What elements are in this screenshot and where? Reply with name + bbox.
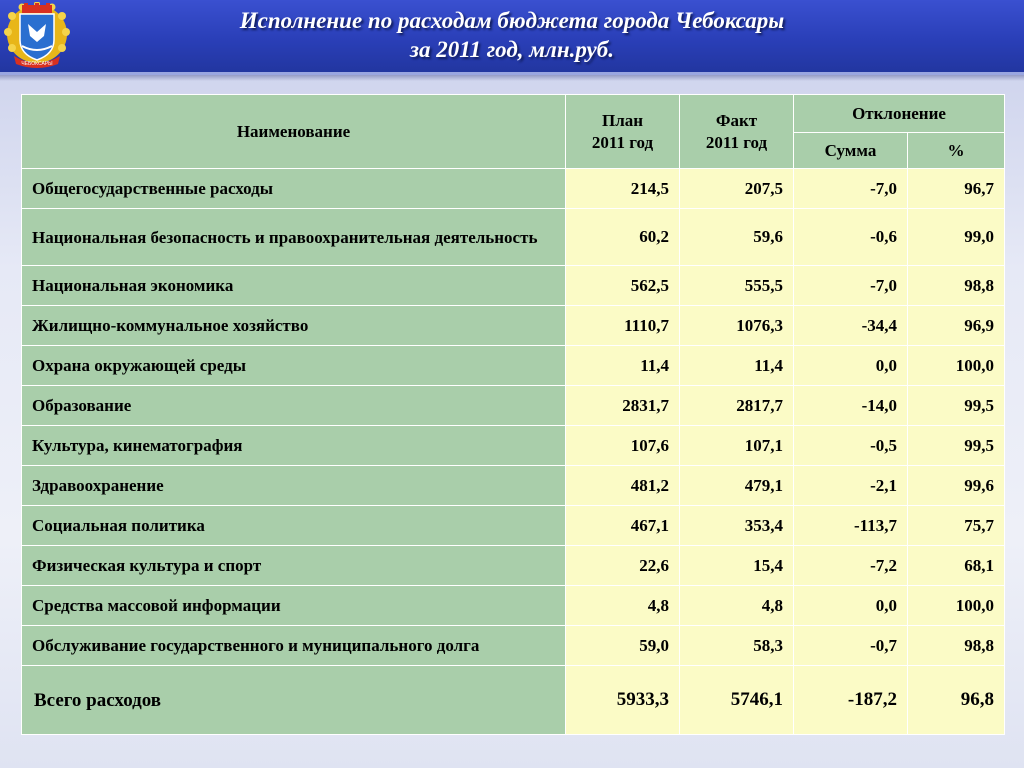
table-row [22, 169, 1005, 209]
header-shadow [0, 75, 1024, 81]
row-plan: 4,8 [566, 586, 680, 626]
row-percent: 75,7 [908, 506, 1005, 546]
row-sum: -0,7 [794, 626, 908, 666]
total-row [22, 666, 1005, 735]
header-fact-text: Факт 2011 год [705, 110, 768, 152]
row-percent: 99,0 [908, 209, 1005, 266]
row-plan: 2831,7 [566, 386, 680, 426]
row-percent: 100,0 [908, 586, 1005, 626]
row-sum: -0,6 [794, 209, 908, 266]
row-sum: 0,0 [794, 346, 908, 386]
table-row [22, 626, 1005, 666]
row-plan: 22,6 [566, 546, 680, 586]
slide-title [90, 6, 934, 64]
table-row [22, 506, 1005, 546]
emblem-ribbon-text: ЧЕБОКСАРЫ [21, 61, 53, 67]
header-fact [680, 95, 794, 169]
row-name: Национальная безопасность и правоохранительная деятельность [22, 209, 566, 266]
row-sum: -7,0 [794, 169, 908, 209]
row-name: Жилищно-коммунальное хозяйство [22, 306, 566, 346]
row-plan: 107,6 [566, 426, 680, 466]
row-name: Общегосударственные расходы [22, 169, 566, 209]
row-plan: 214,5 [566, 169, 680, 209]
header-percent: % [908, 133, 1005, 169]
total-name: Всего расходов [22, 666, 566, 735]
row-sum: -14,0 [794, 386, 908, 426]
row-fact: 59,6 [680, 209, 794, 266]
row-percent: 100,0 [908, 346, 1005, 386]
row-percent: 99,6 [908, 466, 1005, 506]
row-sum: -113,7 [794, 506, 908, 546]
row-name: Физическая культура и спорт [22, 546, 566, 586]
header-plan-text: План 2011 год [591, 110, 654, 152]
row-fact: 2817,7 [680, 386, 794, 426]
row-fact: 207,5 [680, 169, 794, 209]
row-percent: 99,5 [908, 426, 1005, 466]
row-fact: 11,4 [680, 346, 794, 386]
row-fact: 479,1 [680, 466, 794, 506]
table-row [22, 386, 1005, 426]
table-row [22, 209, 1005, 266]
row-plan: 467,1 [566, 506, 680, 546]
row-name: Обслуживание государственного и муниципального долга [22, 626, 566, 666]
table-row [22, 346, 1005, 386]
table-row [22, 466, 1005, 506]
table-row [22, 426, 1005, 466]
row-fact: 353,4 [680, 506, 794, 546]
row-sum: -0,5 [794, 426, 908, 466]
row-sum: -7,0 [794, 266, 908, 306]
row-fact: 15,4 [680, 546, 794, 586]
total-plan: 5933,3 [566, 666, 680, 735]
row-name: Социальная политика [22, 506, 566, 546]
row-name: Национальная экономика [22, 266, 566, 306]
city-emblem-icon [4, 2, 70, 70]
table-row [22, 266, 1005, 306]
row-sum: -34,4 [794, 306, 908, 346]
budget-table [21, 94, 1005, 735]
row-name: Охрана окружающей среды [22, 346, 566, 386]
row-fact: 4,8 [680, 586, 794, 626]
row-plan: 562,5 [566, 266, 680, 306]
table-row [22, 306, 1005, 346]
row-sum: -7,2 [794, 546, 908, 586]
row-plan: 11,4 [566, 346, 680, 386]
row-percent: 96,7 [908, 169, 1005, 209]
header-name: Наименование [22, 95, 566, 169]
slide-title-line1: Исполнение по расходам бюджета города Чебоксары [239, 8, 785, 33]
table-row [22, 546, 1005, 586]
row-plan: 481,2 [566, 466, 680, 506]
total-sum: -187,2 [794, 666, 908, 735]
table-row [22, 586, 1005, 626]
total-percent: 96,8 [908, 666, 1005, 735]
row-fact: 555,5 [680, 266, 794, 306]
row-name: Здравоохранение [22, 466, 566, 506]
row-fact: 1076,3 [680, 306, 794, 346]
row-percent: 96,9 [908, 306, 1005, 346]
row-sum: 0,0 [794, 586, 908, 626]
row-plan: 59,0 [566, 626, 680, 666]
row-fact: 58,3 [680, 626, 794, 666]
row-percent: 99,5 [908, 386, 1005, 426]
row-percent: 98,8 [908, 626, 1005, 666]
row-sum: -2,1 [794, 466, 908, 506]
row-name: Культура, кинематография [22, 426, 566, 466]
row-percent: 98,8 [908, 266, 1005, 306]
row-plan: 60,2 [566, 209, 680, 266]
header-plan [566, 95, 680, 169]
total-fact: 5746,1 [680, 666, 794, 735]
row-plan: 1110,7 [566, 306, 680, 346]
row-name: Средства массовой информации [22, 586, 566, 626]
header-deviation: Отклонение [794, 95, 1005, 133]
header-sum: Сумма [794, 133, 908, 169]
row-name: Образование [22, 386, 566, 426]
row-fact: 107,1 [680, 426, 794, 466]
slide-title-line2: за 2011 год, млн.руб. [409, 37, 614, 62]
row-percent: 68,1 [908, 546, 1005, 586]
